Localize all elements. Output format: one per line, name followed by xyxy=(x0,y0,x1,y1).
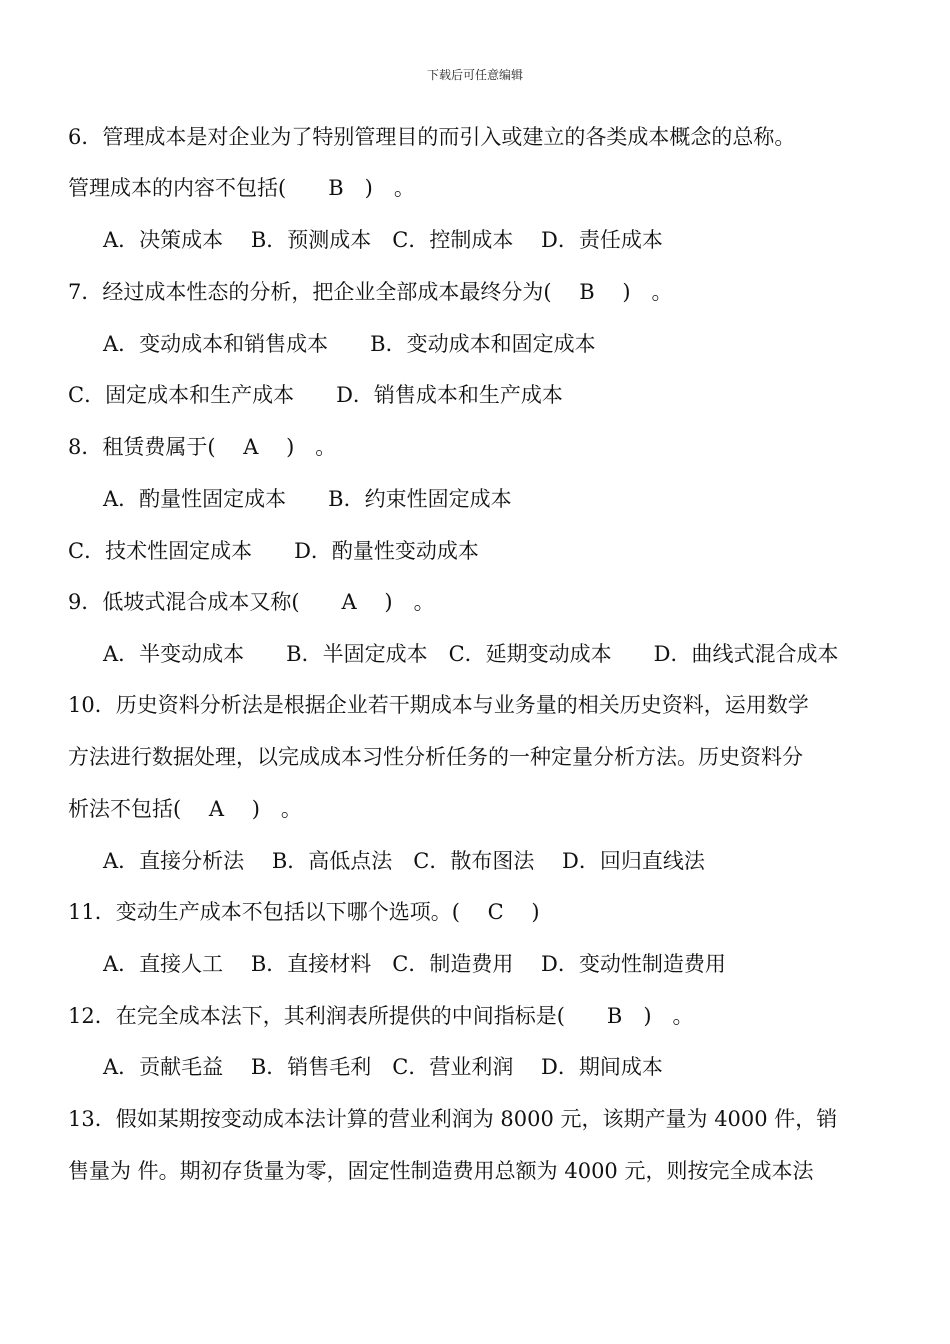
q9-options: A．半变动成本 B．半固定成本 C．延期变动成本 D．曲线式混合成本 xyxy=(103,642,839,666)
q8-options-line-2: C．技术性固定成本 D．酌量性变动成本 xyxy=(68,539,479,563)
q7-stem: 7．经过成本性态的分析，把企业全部成本最终分为( B ) 。 xyxy=(68,280,673,304)
q11-stem: 11．变动生产成本不包括以下哪个选项。( C ) xyxy=(68,900,540,924)
q11-options: A．直接人工 B．直接材料 C．制造费用 D．变动性制造费用 xyxy=(103,952,726,976)
q12-stem: 12．在完全成本法下，其利润表所提供的中间指标是( B ) 。 xyxy=(68,1004,694,1028)
q13-stem-line-1: 13．假如某期按变动成本法计算的营业利润为 8000 元，该期产量为 4000 件，销 xyxy=(68,1107,838,1131)
q10-options: A．直接分析法 B．高低点法 C．散布图法 D．回归直线法 xyxy=(103,849,705,873)
q10-stem-line-2: 方法进行数据处理，以完成成本习性分析任务的一种定量分析方法。历史资料分 xyxy=(68,745,803,769)
q6-stem-line-1: 6．管理成本是对企业为了特别管理目的而引入或建立的各类成本概念的总称。 xyxy=(68,125,796,149)
q8-options-line-1: A．酌量性固定成本 B．约束性固定成本 xyxy=(103,487,512,511)
q10-stem-line-1: 10．历史资料分析法是根据企业若干期成本与业务量的相关历史资料，运用数学 xyxy=(68,693,809,717)
q12-options: A．贡献毛益 B．销售毛利 C．营业利润 D．期间成本 xyxy=(103,1055,663,1079)
q6-options: A．决策成本 B．预测成本 C．控制成本 D．责任成本 xyxy=(103,228,663,252)
page-header: 下载后可任意编辑 xyxy=(426,68,523,82)
q6-stem-line-2: 管理成本的内容不包括( B ) 。 xyxy=(68,176,415,200)
q9-stem: 9．低坡式混合成本又称( A ) 。 xyxy=(68,590,435,614)
q10-stem-line-3: 析法不包括( A ) 。 xyxy=(68,797,302,821)
q8-stem: 8．租赁费属于( A ) 。 xyxy=(68,435,337,459)
q7-options-line-1: A．变动成本和销售成本 B．变动成本和固定成本 xyxy=(103,332,596,356)
q7-options-line-2: C．固定成本和生产成本 D．销售成本和生产成本 xyxy=(68,383,563,407)
q13-stem-line-2: 售量为 件。期初存货量为零，固定性制造费用总额为 4000 元，则按完全成本法 xyxy=(68,1159,814,1183)
